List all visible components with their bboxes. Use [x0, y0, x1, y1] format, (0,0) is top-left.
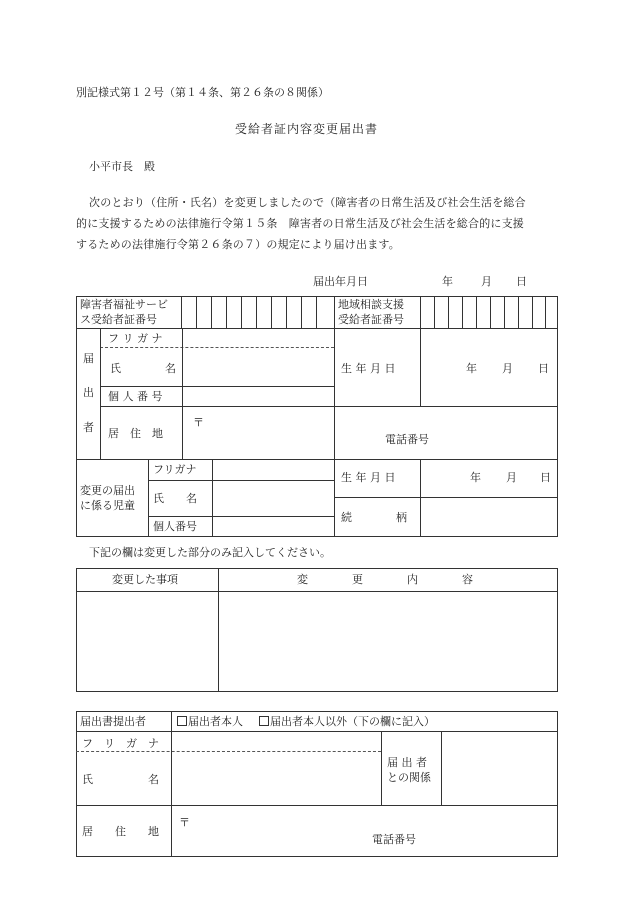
relation-label: 届 出 者 — [387, 756, 427, 769]
submitter-name-label: 氏 名 — [82, 773, 159, 786]
submitter-address-label: 居 住 地 — [82, 825, 159, 838]
child-dob-month: 月 — [506, 471, 517, 484]
submitter-furigana-label: フ リ ガ ナ — [82, 737, 159, 750]
child-dob-day: 日 — [540, 471, 551, 484]
instruction-note: 下記の欄は変更した部分のみ記入してください。 — [89, 546, 331, 559]
submitter-phone-label: 電話番号 — [372, 833, 416, 846]
service-cert-label: 障害者福祉サービ — [80, 298, 168, 311]
change-content-field[interactable] — [219, 592, 557, 691]
service-cert-label-2: ス受給者証番号 — [80, 313, 157, 326]
reporter-group-char-1: 届 — [83, 352, 94, 365]
intro-line-1: 次のとおり（住所・氏名）を変更しましたので（障害者の日常生活及び社会生活を総合 — [89, 196, 526, 209]
date-year: 年 — [442, 275, 453, 288]
child-furigana-label: フリガナ — [153, 463, 197, 476]
reporter-address-label: 居 住 地 — [108, 427, 163, 440]
reporter-dob-label: 生 年 月 日 — [341, 362, 396, 375]
intro-line-3: するための法律施行令第２６条の７）の規定により届け出ます。 — [76, 238, 400, 251]
option-other-label: 届出者本人以外（下の欄に記入） — [270, 715, 435, 728]
consult-cert-label: 地域相談支援 — [338, 298, 404, 311]
reporter-group-char-2: 出 — [83, 386, 94, 399]
change-content-header: 変 更 内 容 — [297, 573, 473, 586]
form-reference: 別記様式第１２号（第１４条、第２６条の８関係） — [76, 86, 329, 99]
date-label: 届出年月日 — [313, 275, 368, 288]
checkbox-other[interactable] — [259, 716, 269, 726]
reporter-dob-year: 年 — [466, 362, 477, 375]
addressee: 小平市長 殿 — [89, 160, 155, 173]
reporter-dob-day: 日 — [538, 362, 549, 375]
relation-label-2: との関係 — [387, 771, 431, 784]
reporter-furigana-label: フ リ ガ ナ — [108, 332, 163, 345]
changed-item-header: 変更した事項 — [112, 573, 178, 586]
submitter-label: 届出書提出者 — [80, 715, 146, 728]
child-dob-year: 年 — [470, 471, 481, 484]
child-id-label: 個人番号 — [153, 520, 197, 533]
reporter-dob-month: 月 — [502, 362, 513, 375]
reporter-phone-label: 電話番号 — [385, 433, 429, 446]
reporter-id-label: 個 人 番 号 — [108, 390, 163, 403]
form-title: 受給者証内容変更届出書 — [235, 122, 379, 136]
child-label-2: に係る児童 — [80, 499, 135, 512]
child-dob-label: 生 年 月 日 — [341, 471, 396, 484]
option-self-label: 届出者本人 — [188, 715, 243, 728]
submitter-postal-mark: 〒 — [179, 816, 190, 829]
postal-mark: 〒 — [193, 416, 204, 429]
option-other[interactable] — [259, 715, 435, 728]
consult-cert-label-2: 受給者証番号 — [338, 313, 404, 326]
reporter-name-label: 氏 名 — [110, 362, 176, 375]
date-month: 月 — [481, 275, 492, 288]
reporter-group-char-3: 者 — [83, 421, 94, 434]
changed-item-field[interactable] — [77, 592, 217, 691]
checkbox-self[interactable] — [177, 716, 187, 726]
intro-line-2: 的に支援するための法律施行令第１５条 障害者の日常生活及び社会生活を総合的に支援 — [76, 217, 524, 230]
child-label: 変更の届出 — [80, 484, 135, 497]
date-day: 日 — [516, 275, 527, 288]
child-relation-label: 続 柄 — [341, 511, 407, 524]
child-name-label: 氏 名 — [153, 492, 197, 505]
option-self[interactable] — [177, 715, 243, 728]
